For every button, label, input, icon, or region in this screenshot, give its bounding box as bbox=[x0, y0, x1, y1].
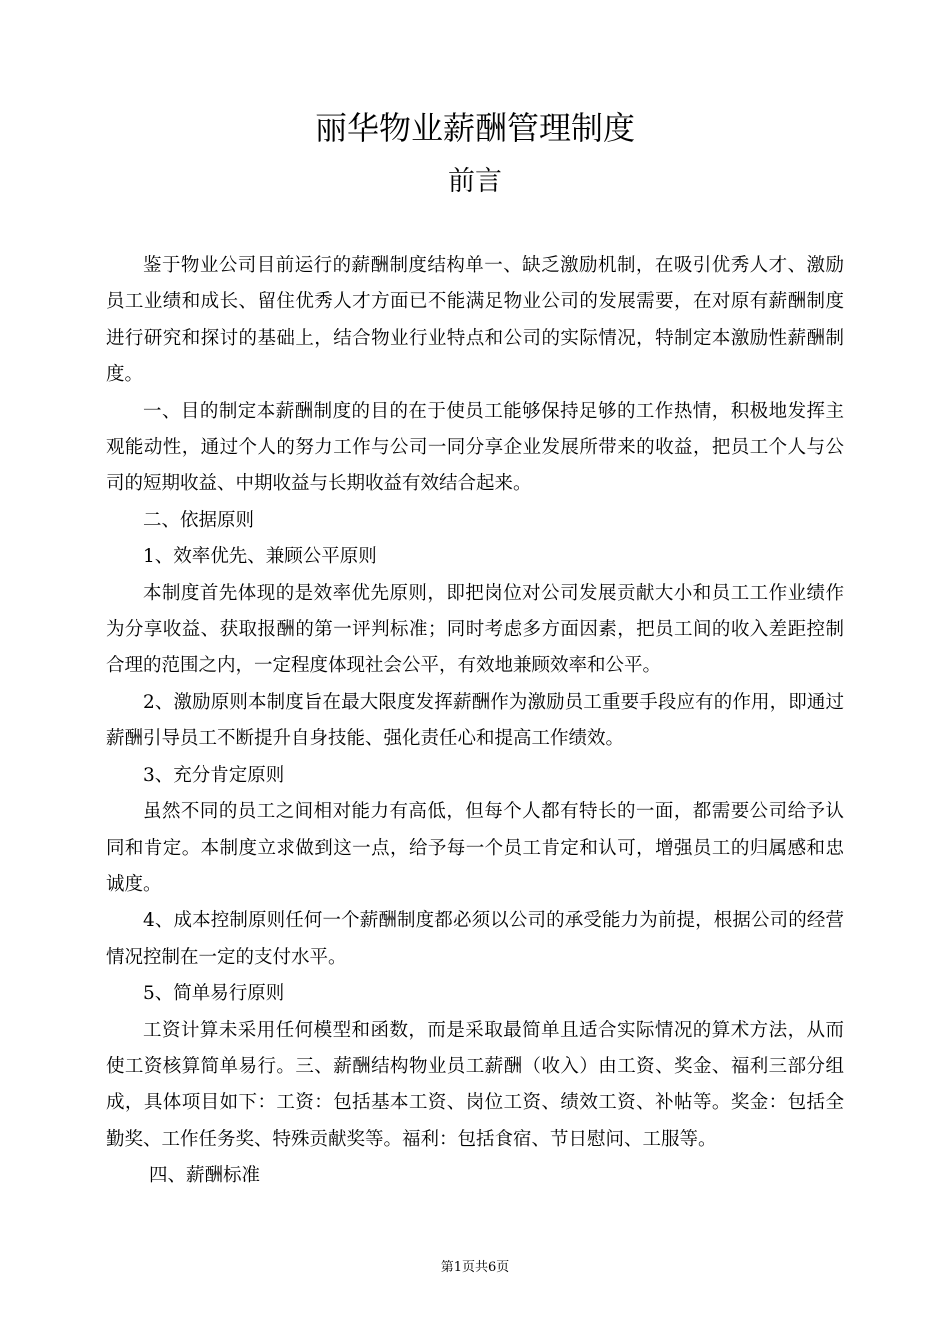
subheading-simplicity: 5、简单易行原则 bbox=[143, 983, 285, 1005]
paragraph-intro: 鉴于物业公司目前运行的薪酬制度结构单一、缺乏激励机制，在吸引优秀人才、激励员工业绩和成长、留住优秀人才方面已不能满足物业公司的发展需要，在对原有薪酬制度进行研究和探讨的基础上，结合物业行业特点和公司的实际情况，特制定本激励性薪酬制度。 bbox=[106, 255, 844, 386]
paragraph-cost-control: 4、成本控制原则任何一个薪酬制度都必须以公司的承受能力为前提，根据公司的经营情况控制在一定的支付水平。 bbox=[106, 910, 844, 968]
paragraph-recognition: 虽然不同的员工之间相对能力有高低，但每个人都有特长的一面，都需要公司给予认同和肯定。本制度立求做到这一点，给予每一个员工肯定和认可，增强员工的归属感和忠诚度。 bbox=[106, 801, 844, 895]
page-number: 第1页共6页 bbox=[440, 1260, 510, 1275]
paragraph-simplicity-structure: 工资计算未采用任何模型和函数，而是采取最简单且适合实际情况的算术方法，从而使工资核算简单易行。三、薪酬结构物业员工薪酬（收入）由工资、奖金、福利三部分组成，具体项目如下：工资：包括基本工资、岗位工资、绩效工资、补帖等。奖金：包括全勤奖、工作任务奖、特殊贡献奖等。福利：包括食宿、节日慰问、工服等。 bbox=[106, 1019, 844, 1150]
paragraph-purpose: 一、目的制定本薪酬制度的目的在于使员工能够保持足够的工作热情，积极地发挥主观能动性，通过个人的努力工作与公司一同分享企业发展所带来的收益，把员工个人与公司的短期收益、中期收益与长期收益有效结合起来。 bbox=[106, 400, 844, 495]
subheading-efficiency: 1、效率优先、兼顾公平原则 bbox=[143, 546, 377, 568]
paragraph-incentive: 2、激励原则本制度旨在最大限度发挥薪酬作为激励员工重要手段应有的作用，即通过薪酬引导员工不断提升自身技能、强化责任心和提高工作绩效。 bbox=[106, 691, 844, 750]
section-heading-standards: 四、薪酬标准 bbox=[149, 1165, 261, 1187]
subheading-recognition: 3、充分肯定原则 bbox=[143, 764, 285, 786]
document-body bbox=[106, 248, 844, 1195]
document-title: 丽华物业薪酬管理制度 bbox=[314, 109, 635, 147]
section-heading-principles: 二、依据原则 bbox=[143, 509, 255, 531]
document-subtitle: 前言 bbox=[448, 166, 502, 197]
paragraph-efficiency: 本制度首先体现的是效率优先原则，即把岗位对公司发展贡献大小和员工工作业绩作为分享收益、获取报酬的第一评判标准；同时考虑多方面因素，把员工间的收入差距控制合理的范围之内，一定程度体现社会公平，有效地兼顾效率和公平。 bbox=[106, 582, 844, 677]
